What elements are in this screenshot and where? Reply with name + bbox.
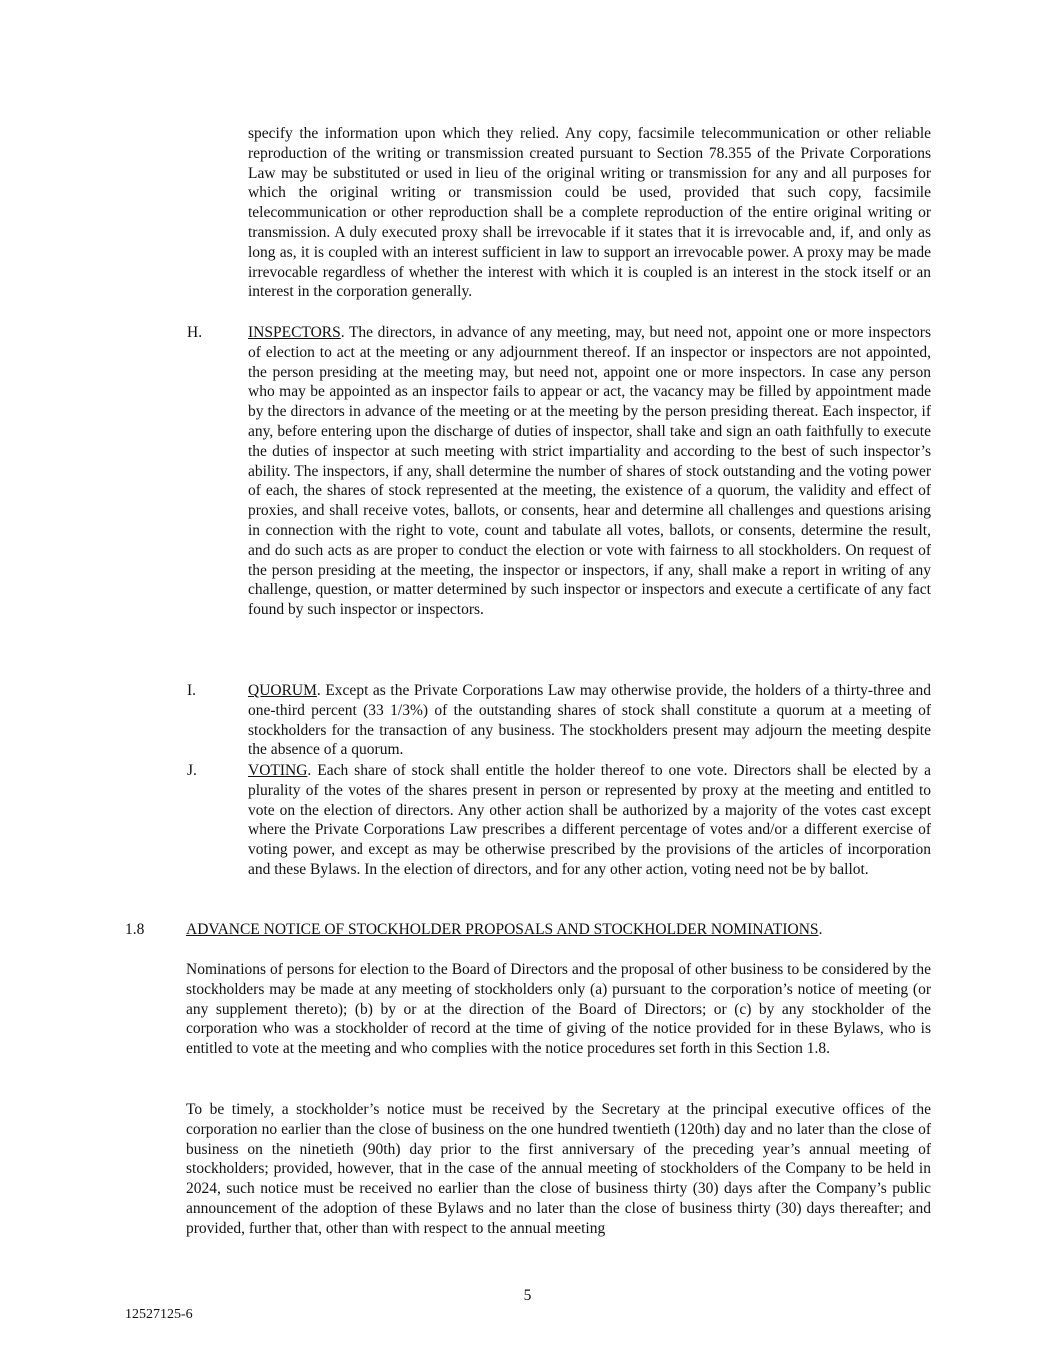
- section-h-marker: H.: [187, 324, 203, 341]
- continuation-paragraph: specify the information upon which they relied. Any copy, facsimile telecommunication or other reliable reproduction of the writing or transmission created pursuant to Section 78.355 of the Private Corporations Law may be substituted or used in lieu of the original writing or transmission for any and all purposes for which the original writing or transmission could be used, provided that such copy, facsimile telecommunication or other reproduction shall be a complete reproduction of the entire original writing or transmission. A duly executed proxy shall be irrevocable if it states that it is irrevocable and, if, and only as long as, it is coupled with an interest sufficient in law to support an irrevocable power. A proxy may be made irrevocable regardless of whether the interest with which it is coupled is an interest in the stock itself or an interest in the corporation generally.: [248, 125, 931, 301]
- section-1-8-heading-period: .: [818, 921, 823, 938]
- section-i-heading: QUORUM: [248, 682, 317, 699]
- section-1-8-paragraph-1: Nominations of persons for election to the Board of Directors and the proposal of other business to be considered by the stockholders may be made at any meeting of stockholders only (a) pursuant to the corporation’s notice of meeting (or any supplement thereto); (b) by or at the direction of the Board of Directors; or (c) by any stockholder of the corporation who was a stockholder of record at the time of giving of the notice provided for in these Bylaws, who is entitled to vote at the meeting and who complies with the notice procedures set forth in this Section 1.8.: [186, 961, 931, 1058]
- section-i-paragraph: [248, 681, 931, 760]
- section-h-heading: INSPECTORS: [248, 324, 341, 341]
- section-j-text: . Each share of stock shall entitle the holder thereof to one vote. Directors shall be elected by a plurality of the votes of the shares present in person or represented by proxy at the meeting and entitled to vote on the election of directors. Any other action shall be authorized by a majority of the votes cast except where the Private Corporations Law prescribes a different percentage of votes and/or a different exercise of voting power, and except as may be otherwise prescribed by the provisions of the articles of incorporation and these Bylaws. In the election of directors, and for any other action, voting need not be by ballot.: [248, 762, 931, 878]
- section-h-paragraph: [248, 323, 931, 620]
- section-1-8-number: 1.8: [125, 921, 145, 938]
- section-1-8-heading: ADVANCE NOTICE OF STOCKHOLDER PROPOSALS AND STOCKHOLDER NOMINATIONS: [186, 921, 819, 938]
- section-j-heading: VOTING: [248, 762, 308, 779]
- page-number: 5: [523, 1287, 532, 1304]
- section-i-marker: I.: [187, 682, 197, 699]
- document-id: 12527125-6: [125, 1307, 193, 1322]
- section-1-8-paragraph-2: To be timely, a stockholder’s notice must be received by the Secretary at the principal executive offices of the corporation no earlier than the close of business on the one hundred twentieth (120th) day and no later than the close of business on the ninetieth (90th) day prior to the first anniversary of the preceding year’s annual meeting of stockholders; provided, however, that in the case of the annual meeting of stockholders of the Company to be held in 2024, such notice must be received no earlier than the close of business thirty (30) days after the Company’s public announcement of the adoption of these Bylaws and no later than the close of business thirty (30) days thereafter; and provided, further that, other than with respect to the annual meeting: [186, 1101, 931, 1237]
- section-h-text: . The directors, in advance of any meeting, may, but need not, appoint one or more inspectors of election to act at the meeting or any adjournment thereof. If an inspector or inspectors are not appointed, the person presiding at the meeting may, but need not, appoint one or more inspectors. In case any person who may be appointed as an inspector fails to appear or act, the vacancy may be filled by appointment made by the directors in advance of the meeting or at the meeting by the person presiding thereat. Each inspector, if any, before entering upon the discharge of duties of inspector, shall take and sign an oath faithfully to execute the duties of inspector at such meeting with strict impartiality and according to the best of such inspector’s ability. The inspectors, if any, shall determine the number of shares of stock outstanding and the voting power of each, the shares of stock represented at the meeting, the existence of a quorum, the validity and effect of proxies, and shall receive votes, ballots, or consents, hear and determine all challenges and questions arising in connection with the right to vote, count and tabulate all votes, ballots, or consents, determine the result, and do such acts as are proper to conduct the election or vote with fairness to all stockholders. On request of the person presiding at the meeting, the inspector or inspectors, if any, shall make a report in writing of any challenge, question, or matter determined by such inspector or inspectors and execute a certificate of any fact found by such inspector or inspectors.: [248, 324, 931, 619]
- section-1-8-heading-line: [186, 920, 822, 940]
- section-j-marker: J.: [187, 762, 197, 779]
- section-j-paragraph: [248, 761, 931, 880]
- section-i-text: . Except as the Private Corporations Law may otherwise provide, the holders of a thirty-three and one-third percent (33 1/3%) of the outstanding shares of stock shall constitute a quorum at a meeting of stockholders for the transaction of any business. The stockholders present may adjourn the meeting despite the absence of a quorum.: [248, 682, 931, 759]
